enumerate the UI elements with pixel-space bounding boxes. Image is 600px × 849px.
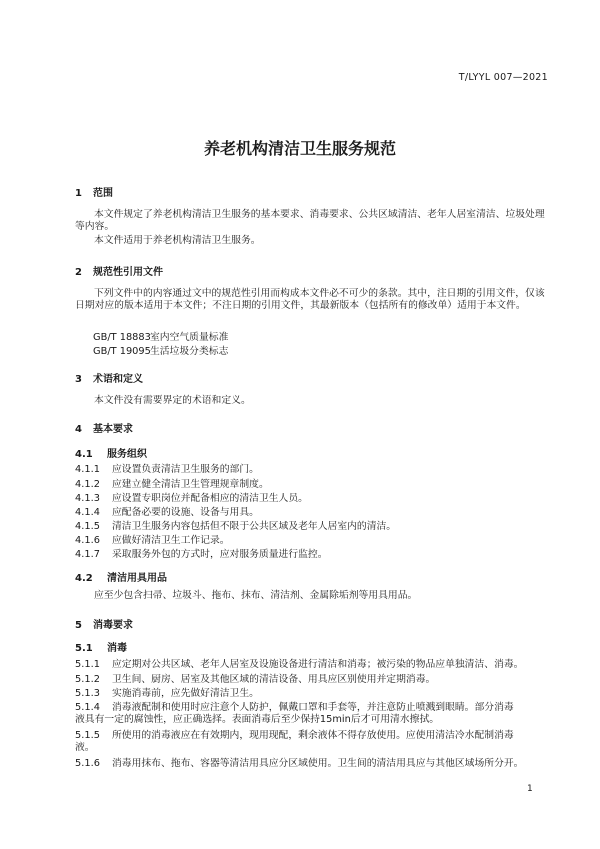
clause-5-1-6: 5.1.6 消毒用抹布、拖布、容器等清洁用具应分区域使用。卫生间的清洁用具应与其他区域场所分开。: [75, 758, 524, 769]
section-2-heading: 2 规范性引用文件: [75, 267, 163, 278]
section-5-heading: 5 消毒要求: [75, 620, 133, 631]
clause-4-1-2: 4.1.2 应建立健全清洁卫生管理规章制度。: [75, 479, 269, 490]
section-3-para: 本文件没有需要界定的术语和定义。: [94, 395, 251, 406]
clause-4-1-3: 4.1.3 应设置专职岗位并配备相应的清洁卫生人员。: [75, 493, 308, 504]
document-title: 养老机构清洁卫生服务规范: [203, 139, 396, 158]
clause-5-1-2: 5.1.2 卫生间、厨房、居室及其他区域的清洁设备、用具应区别使用并定期消毒。: [75, 674, 436, 685]
section-4-heading: 4 基本要求: [75, 424, 133, 435]
document-number: T/LYYL 007—2021: [458, 72, 548, 83]
clause-5-1-5: 5.1.5 所使用的消毒液应在有效期内，现用现配，剩余液体不得存放使用。应使用清洁冷水配制消毒 液。: [75, 730, 514, 753]
subsection-4-2-heading: 4.2 清洁用具用品: [75, 573, 167, 584]
clause-4-1-6: 4.1.6 应做好清洁卫生工作记录。: [75, 535, 230, 546]
reference-gbt-19095: GB/T 19095生活垃圾分类标志: [93, 346, 229, 357]
page-number: 1: [527, 784, 533, 794]
clause-4-1-4: 4.1.4 应配备必要的设施、设备与用具。: [75, 507, 259, 518]
clause-5-1-1: 5.1.1 应定期对公共区域、老年人居室及设施设备进行清洁和消毒；被污染的物品应单独清洁、消毒。: [75, 659, 524, 670]
section-1-heading: 1 范围: [75, 188, 113, 199]
section-2-para: 下列文件中的内容通过文中的规范性引用而构成本文件必不可少的条款。其中，注日期的引用文件，仅该日期对应的版本适用于本文件；不注日期的引用文件，其最新版本（包括所有的修改单）适用于本文件。: [75, 288, 545, 311]
clause-5-1-3: 5.1.3 实施消毒前，应先做好清洁卫生。: [75, 688, 259, 699]
clause-4-1-7: 4.1.7 采取服务外包的方式时，应对服务质量进行监控。: [75, 549, 328, 560]
subsection-4-2-para: 应至少包含扫帚、垃圾斗、拖布、抹布、清洁剂、金属除垢剂等用具用品。: [94, 590, 418, 601]
clause-5-1-4: 5.1.4 消毒液配制和使用时应注意个人防护，佩戴口罩和手套等，并注意防止喷溅到眼睛。部分消毒 液具有一定的腐蚀性，应正确选择。表面消毒后至少保持15min后才可用清水擦拭。: [75, 702, 514, 725]
clause-4-1-5: 4.1.5 清洁卫生服务内容包括但不限于公共区域及老年人居室内的清洁。: [75, 521, 397, 532]
reference-gbt-18883: GB/T 18883室内空气质量标准: [93, 332, 229, 343]
section-1-para-1: 本文件规定了养老机构清洁卫生服务的基本要求、消毒要求、公共区域清洁、老年人居室清洁、垃圾处理等内容。: [75, 209, 545, 232]
clause-4-1-1: 4.1.1 应设置负责清洁卫生服务的部门。: [75, 464, 259, 475]
section-3-heading: 3 术语和定义: [75, 374, 143, 385]
section-1-para-2: 本文件适用于养老机构清洁卫生服务。: [94, 235, 261, 246]
subsection-4-1-heading: 4.1 服务组织: [75, 449, 147, 460]
subsection-5-1-heading: 5.1 消毒: [75, 643, 127, 654]
